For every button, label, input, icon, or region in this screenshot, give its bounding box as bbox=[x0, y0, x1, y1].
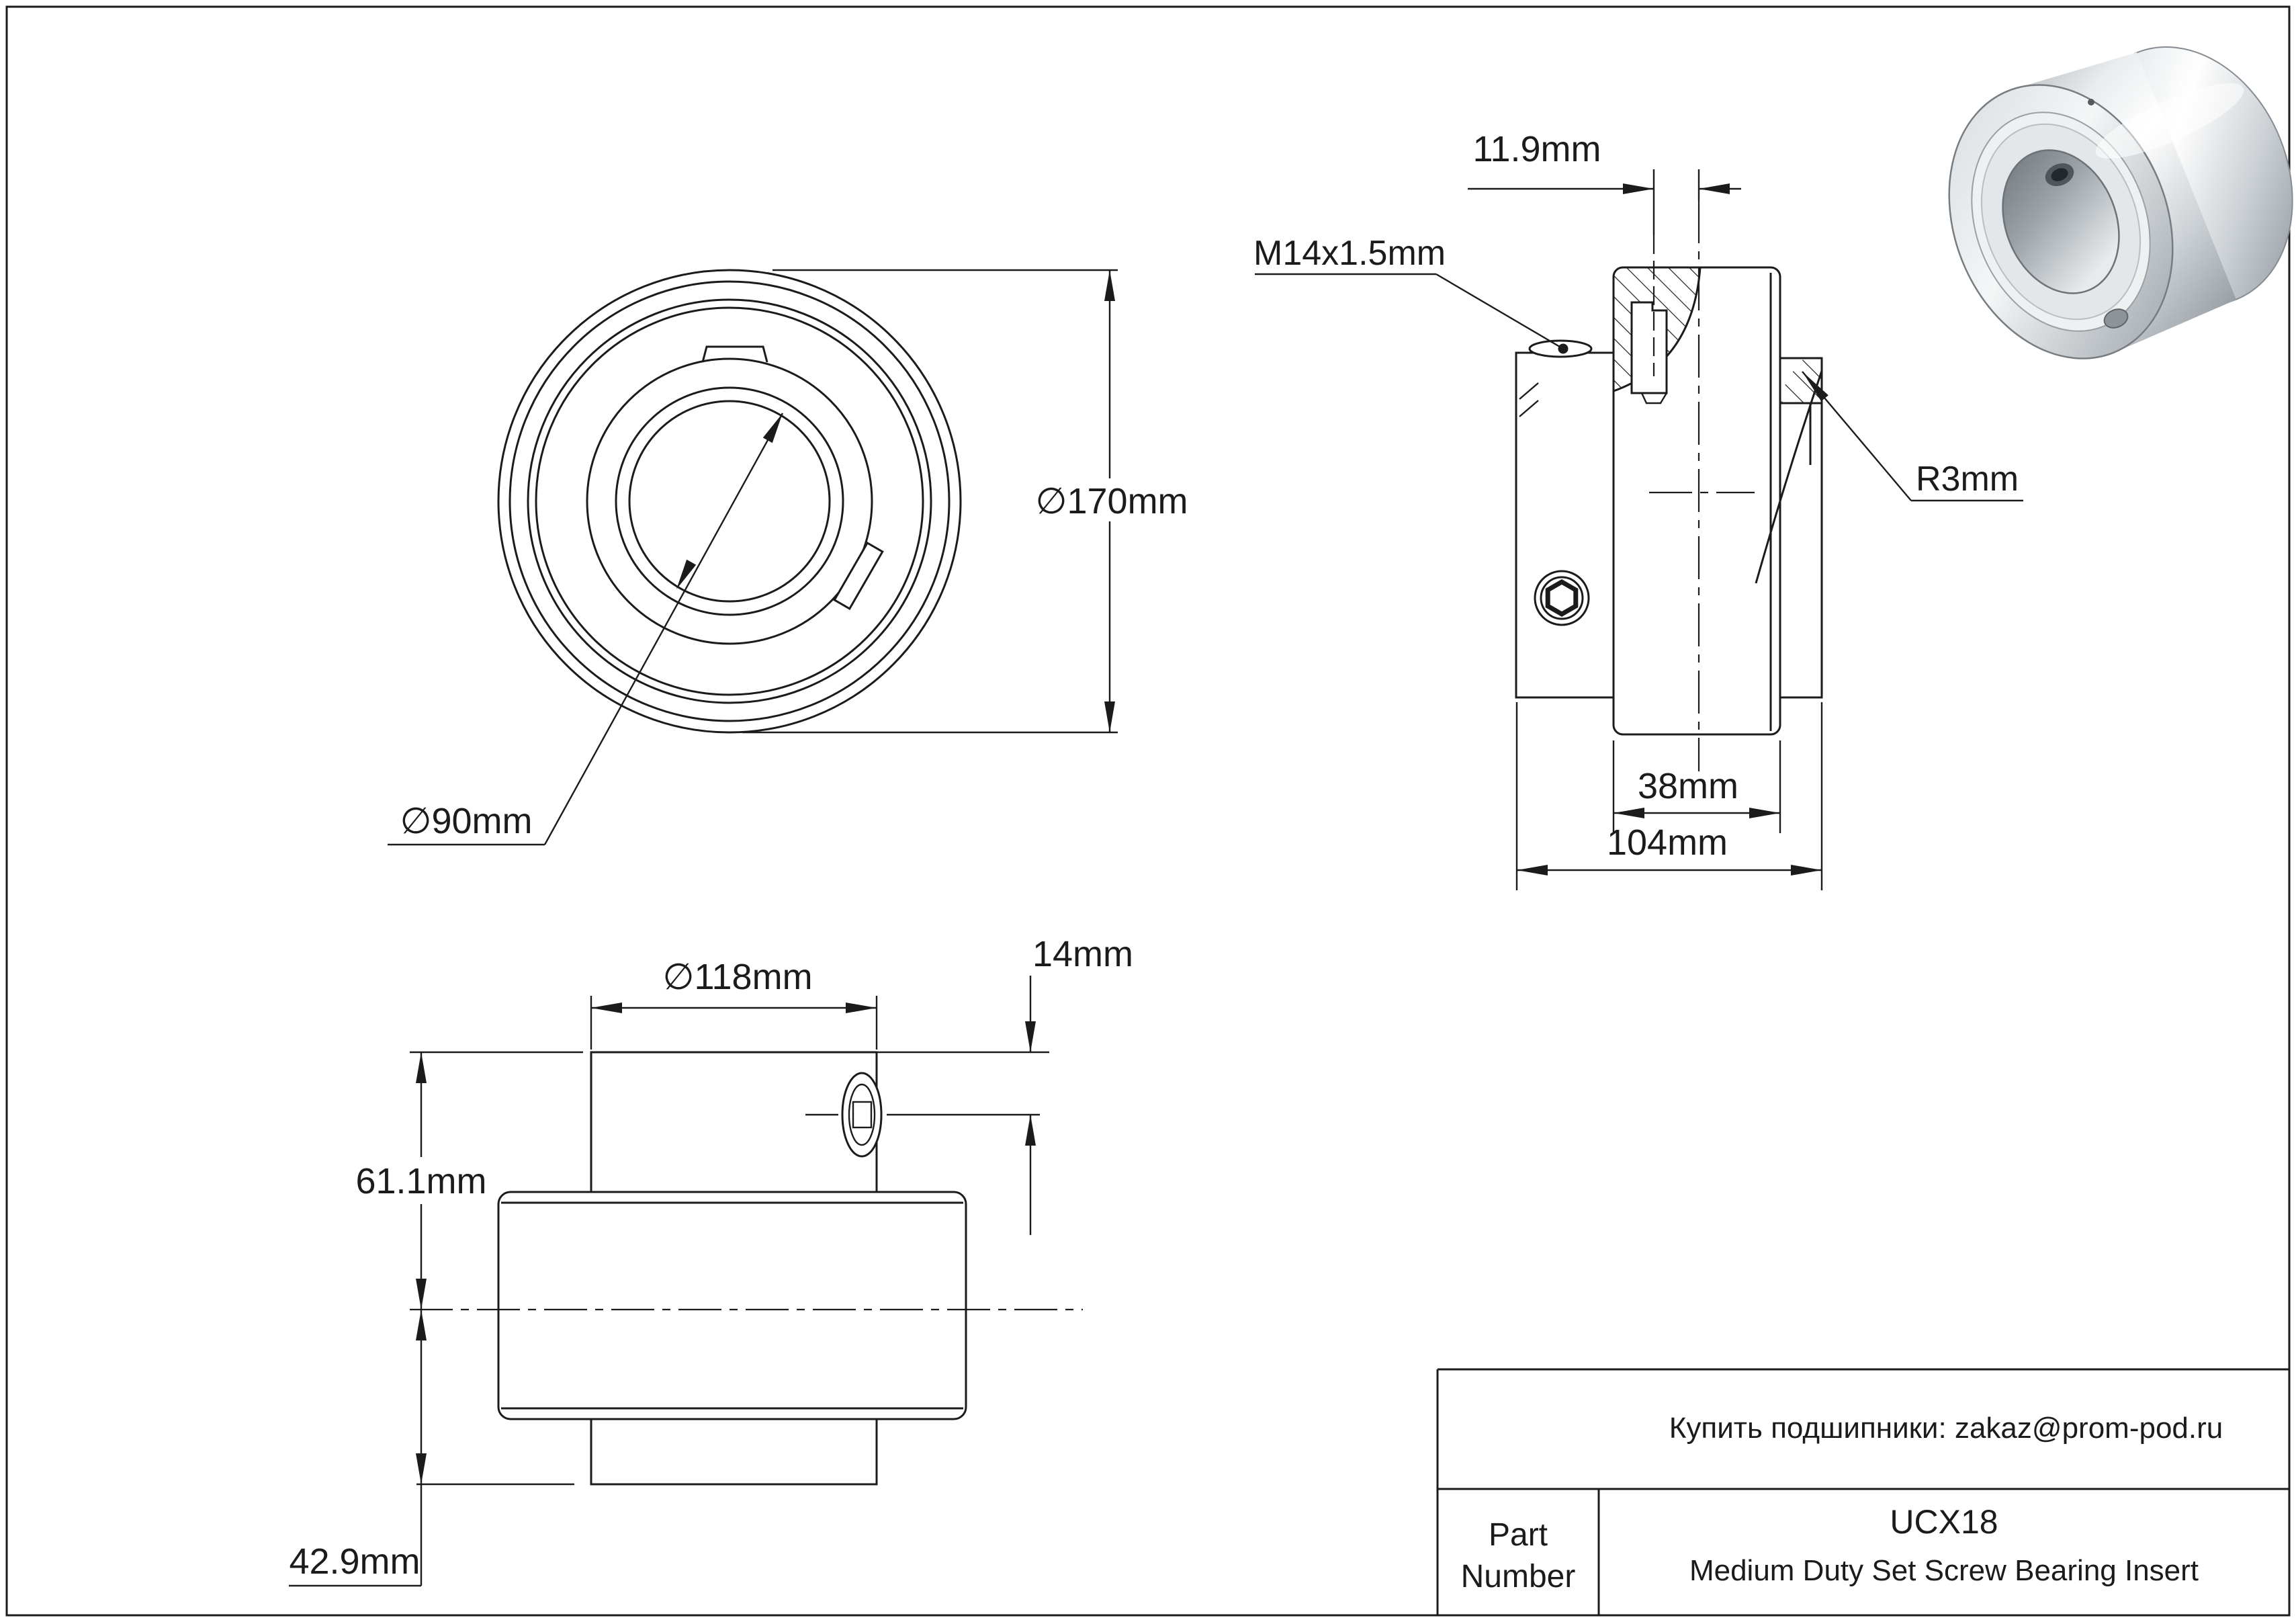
label-text-fillet: R3mm bbox=[1916, 460, 2019, 499]
dim-text-429: 42.9mm bbox=[289, 1541, 421, 1582]
dim-text-38: 38mm bbox=[1637, 766, 1739, 806]
render-top-hole-dot bbox=[2088, 99, 2094, 105]
outer-ring-left bbox=[1516, 353, 1614, 697]
part-description: Medium Duty Set Screw Bearing Insert bbox=[1689, 1554, 2199, 1587]
part-number-label-line1: Part bbox=[1488, 1517, 1548, 1553]
inner-ring-top bbox=[591, 1052, 877, 1192]
outer-ring-right bbox=[1780, 358, 1822, 697]
dim-text-118: ∅118mm bbox=[662, 957, 813, 997]
dim-text-od: ∅170mm bbox=[1035, 481, 1188, 521]
dim-text-611: 61.1mm bbox=[355, 1161, 487, 1201]
label-text-thread: M14x1.5mm bbox=[1253, 234, 1446, 273]
dim-text-14: 14mm bbox=[1032, 934, 1134, 974]
outer-ring-body bbox=[498, 1192, 966, 1419]
title-block-contact: Купить подшипники: zakaz@prom-pod.ru bbox=[1669, 1412, 2223, 1445]
inner-ring-bottom bbox=[591, 1419, 877, 1484]
dim-text-bore: ∅90mm bbox=[400, 801, 533, 841]
part-number-label-line2: Number bbox=[1460, 1559, 1576, 1594]
part-number-value: UCX18 bbox=[1890, 1503, 1998, 1541]
side-setscrew-outer bbox=[842, 1073, 881, 1156]
setscrew-hole-profile bbox=[1632, 302, 1667, 393]
dim-text-offset: 11.9mm bbox=[1472, 129, 1601, 169]
dim-text-104: 104mm bbox=[1606, 822, 1728, 863]
